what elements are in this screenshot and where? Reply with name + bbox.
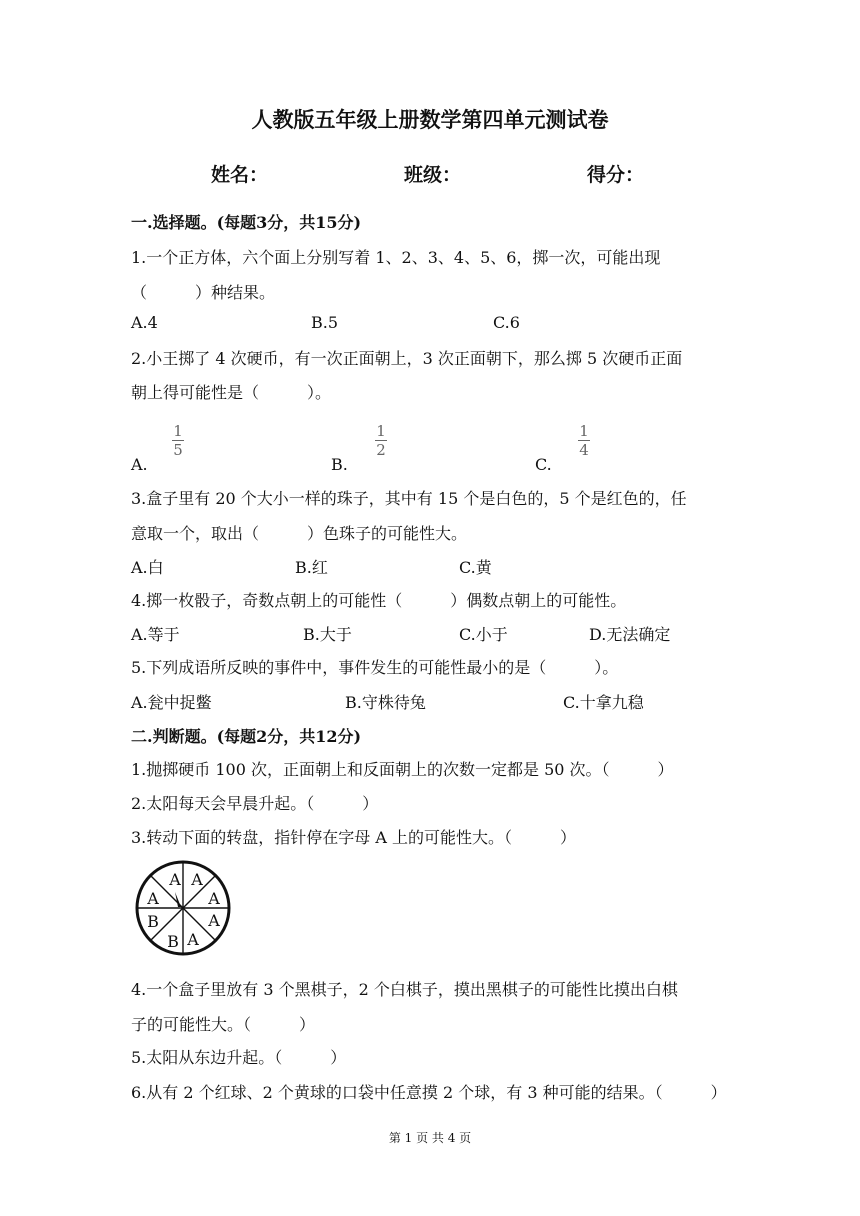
fraction-one-quarter: 1 4 (579, 422, 589, 459)
option-b: B.红 (295, 558, 328, 577)
question-text: 1.抛掷硬币 100 次，正面朝上和反面朝上的次数一定都是 50 次。（ ） (131, 760, 674, 779)
spinner-label: B (147, 912, 159, 931)
spinner-label: A (191, 870, 203, 889)
question-text: 意取一个，取出（ ）色珠子的可能性大。 (131, 524, 468, 543)
question-text: 4.掷一枚骰子，奇数点朝上的可能性（ ）偶数点朝上的可能性。 (131, 591, 627, 610)
question-text: 2.太阳每天会早晨升起。（ ） (131, 794, 379, 813)
option-b: B.守株待兔 (345, 693, 426, 712)
question-text: 5.太阳从东边升起。（ ） (131, 1048, 347, 1067)
question-text: 5.下列成语所反映的事件中，事件发生的可能性最小的是（ ）。 (131, 658, 619, 677)
spinner-label: B (167, 932, 179, 951)
option-b: B.大于 (303, 625, 352, 644)
option-c: C.十拿九稳 (563, 693, 644, 712)
page-title: 人教版五年级上册数学第四单元测试卷 (251, 107, 609, 132)
spinner-label: A (147, 889, 159, 908)
question-text: 朝上得可能性是（ ）。 (131, 383, 332, 402)
question-text: （ ）种结果。 (131, 283, 276, 302)
spinner-label: A (187, 930, 199, 949)
option-b: B.5 (311, 313, 339, 332)
question-text: 2.小王掷了 4 次硬币，有一次正面朝上，3 次正面朝下，那么掷 5 次硬币正面 (131, 349, 683, 368)
class-label: 班级： (404, 164, 462, 186)
option-d: D.无法确定 (589, 625, 671, 644)
fraction-one-fifth: 1 5 (173, 422, 183, 459)
spinner-label: A (169, 870, 181, 889)
spinner-label: A (208, 911, 220, 930)
section-heading-judge: 二.判断题。(每题2分，共12分) (131, 727, 362, 746)
option-a: A.等于 (131, 625, 180, 644)
option-c: C.小于 (459, 625, 508, 644)
spinner-label: A (208, 889, 220, 908)
question-text: 3.盒子里有 20 个大小一样的珠子，其中有 15 个是白色的，5 个是红色的，任 (131, 489, 687, 508)
page-footer: 第 1 页 共 4 页 (388, 1131, 472, 1145)
option-b: B. (331, 455, 348, 474)
question-text: 6.从有 2 个红球、2 个黄球的口袋中任意摸 2 个球，有 3 种可能的结果。（ ） (131, 1083, 727, 1102)
question-text: 1.一个正方体，六个面上分别写着 1、2、3、4、5、6，掷一次，可能出现 (131, 248, 661, 267)
option-a: A.瓮中捉鳖 (131, 693, 212, 712)
question-text: 4.一个盒子里放有 3 个黑棋子，2 个白棋子，摸出黑棋子的可能性比摸出白棋 (131, 980, 678, 999)
name-label: 姓名： (211, 164, 269, 186)
option-c: C.6 (493, 313, 520, 332)
score-label: 得分： (587, 164, 645, 186)
question-text: 子的可能性大。（ ） (131, 1015, 316, 1034)
option-a: A. (131, 455, 148, 474)
question-text: 3.转动下面的转盘，指针停在字母 A 上的可能性大。（ ） (131, 828, 576, 847)
spinner-image (131, 858, 235, 958)
section-heading-choice: 一.选择题。(每题3分，共15分) (131, 213, 362, 232)
option-c: C.黄 (459, 558, 492, 577)
option-a: A.4 (131, 313, 158, 332)
option-c: C. (535, 455, 552, 474)
fraction-one-half: 1 2 (376, 422, 386, 459)
option-a: A.白 (131, 558, 164, 577)
